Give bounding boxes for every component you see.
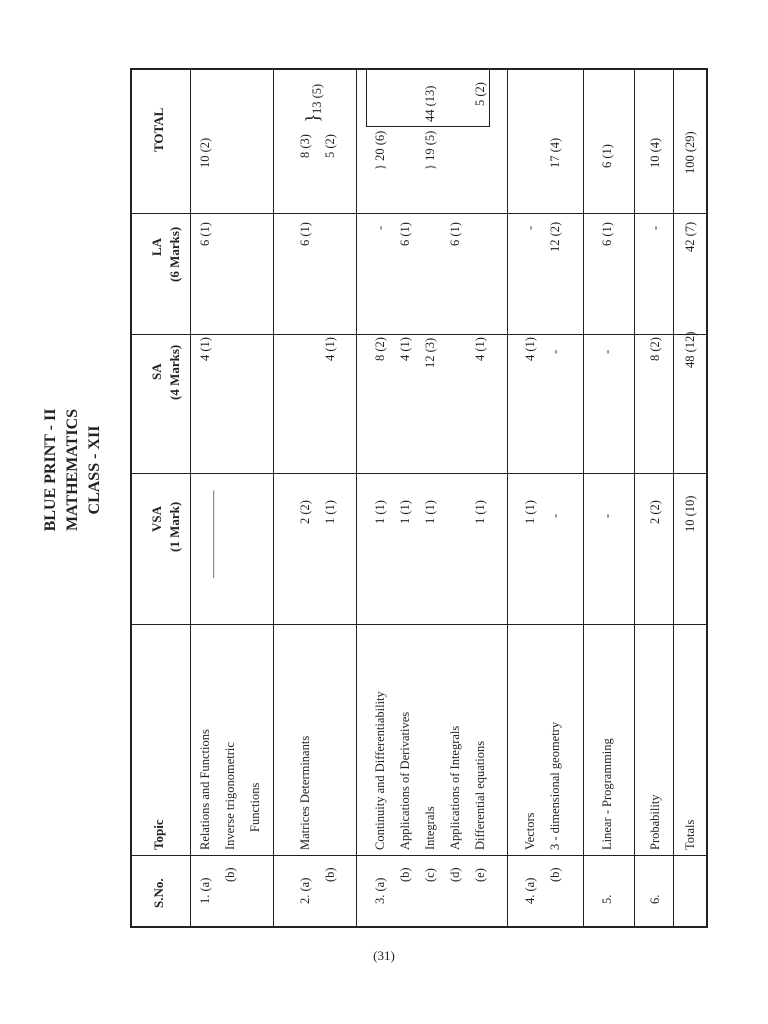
row2-sno-b: (b) (323, 867, 337, 882)
row2-vsa-b: 1 (1) (323, 500, 337, 524)
row1-sno-b: (b) (223, 867, 237, 882)
blueprint-table (130, 68, 708, 928)
header-sno: S.No. (151, 878, 166, 908)
row6-sno: 6. (648, 894, 662, 904)
row3-total-group: 44 (13) (423, 85, 437, 122)
row3-total-bracket-top (366, 70, 367, 127)
col-sep-topic (130, 624, 708, 625)
row3-la-d: 6 (1) (448, 222, 462, 246)
row-sep-2 (273, 68, 274, 928)
row1-total: 10 (2) (198, 137, 212, 168)
row5-sno: 5. (600, 894, 614, 904)
row3-sa-a: 8 (2) (373, 337, 387, 361)
row4-topic-b: 3 - dimensional geometry (548, 721, 562, 850)
row4-la-a: - (523, 225, 537, 230)
row3-vsa-c: 1 (1) (423, 500, 437, 524)
row3-la-b: 6 (1) (398, 222, 412, 246)
row1-topic-b: Inverse trigonometric (223, 742, 237, 850)
row-sep-6 (634, 68, 635, 928)
row5-la: 6 (1) (600, 222, 614, 246)
row4-sa-b: - (548, 349, 562, 354)
row3-la-a: - (373, 225, 387, 230)
row6-la: - (648, 225, 662, 230)
row3-vsa-b: 1 (1) (398, 500, 412, 524)
row4-sno-a: 4. (a) (523, 877, 537, 904)
row3-total-c: 5 (2) (473, 82, 487, 106)
row3-sno-b: (b) (398, 867, 412, 882)
totals-la: 42 (7) (683, 221, 697, 252)
header-la: LA (149, 237, 164, 256)
row1-la: 6 (1) (198, 222, 212, 246)
row3-sno-d: (d) (448, 867, 462, 882)
row1-topic-c: Functions (248, 782, 262, 832)
row3-sa-c: 12 (3) (423, 337, 437, 368)
row3-topic-c: Integrals (423, 806, 437, 850)
row2-la: 6 (1) (298, 222, 312, 246)
row3-sa-b: 4 (1) (398, 337, 412, 361)
title-line-3: CLASS - XII (86, 425, 103, 515)
row5-vsa: - (600, 513, 614, 518)
row1-vsa: ——————— (206, 490, 220, 578)
row2-total-brace: } (302, 113, 324, 123)
col-sep-sa (130, 334, 708, 335)
row4-total: 17 (4) (548, 137, 562, 168)
row4-vsa-a: 1 (1) (523, 500, 537, 524)
col-sep-vsa (130, 473, 708, 474)
row3-topic-e: Differential equations (473, 740, 487, 850)
row5-topic: Linear - Programming (600, 738, 614, 850)
row3-vsa-e: 1 (1) (473, 500, 487, 524)
row-sep-1 (190, 68, 191, 928)
header-total: TOTAL (151, 107, 166, 152)
row-sep-5 (583, 68, 584, 928)
col-sep-sno (130, 855, 708, 856)
row4-la-b: 12 (2) (548, 221, 562, 252)
row4-vsa-b: - (548, 513, 562, 518)
row1-topic-a: Relations and Functions (198, 729, 212, 850)
row2-sa: 4 (1) (323, 337, 337, 361)
row3-sno-e: (e) (473, 868, 487, 882)
row-sep-7 (673, 68, 674, 928)
row6-total: 10 (4) (648, 137, 662, 168)
totals-sa: 48 (12) (683, 331, 697, 368)
row5-sa: - (600, 349, 614, 354)
row3-sa-e: 4 (1) (473, 337, 487, 361)
row1-sno-a: 1. (a) (198, 877, 212, 904)
header-sa: SA (149, 363, 164, 380)
row2-total-b: 5 (2) (323, 134, 337, 158)
header-vsa: VSA (149, 505, 164, 532)
row3-total-bracket-bottom (489, 70, 490, 127)
title-line-2: MATHEMATICS (64, 408, 81, 532)
row6-sa: 8 (2) (648, 337, 662, 361)
row-sep-3 (356, 68, 357, 928)
row4-sa-a: 4 (1) (523, 337, 537, 361)
row3-topic-b: Applications of Derivatives (398, 711, 412, 850)
totals-label: Totals (683, 819, 697, 850)
header-sa-sub: (4 Marks) (167, 344, 182, 400)
totals-total: 100 (29) (683, 131, 697, 174)
row2-total-group: 13 (5) (310, 83, 324, 114)
row3-sno-c: (c) (423, 868, 437, 882)
row3-total-b: } 19 (5) (423, 130, 437, 170)
row3-total-a: } 20 (6) (373, 130, 387, 170)
title-line-1: BLUE PRINT - II (42, 408, 59, 532)
col-sep-la (130, 213, 708, 214)
row2-total-a: 8 (3) (298, 134, 312, 158)
row3-topic-a: Continuity and Differentiability (373, 691, 387, 850)
row3-vsa-a: 1 (1) (373, 500, 387, 524)
row3-sno-a: 3. (a) (373, 877, 387, 904)
row3-topic-d: Applications of Integrals (448, 725, 462, 850)
totals-vsa: 10 (10) (683, 495, 697, 532)
row6-vsa: 2 (2) (648, 500, 662, 524)
page-number: (31) (373, 948, 395, 963)
row-sep-4 (507, 68, 508, 928)
row4-topic-a: Vectors (523, 812, 537, 850)
row3-total-bracket-left (366, 126, 490, 127)
row5-total: 6 (1) (600, 144, 614, 168)
header-vsa-sub: (1 Mark) (167, 501, 182, 552)
row1-sa: 4 (1) (198, 337, 212, 361)
table-border-top (130, 68, 132, 928)
table-border-bottom (706, 68, 708, 928)
row2-vsa-a: 2 (2) (298, 500, 312, 524)
table-border-left (130, 927, 708, 929)
row4-sno-b: (b) (548, 867, 562, 882)
header-la-sub: (6 Marks) (167, 226, 182, 282)
row6-topic: Probability (648, 794, 662, 850)
row2-sno-a: 2. (a) (298, 877, 312, 904)
row2-topic-a: Matrices Determinants (298, 735, 312, 850)
table-border-right (130, 69, 708, 71)
header-topic: Topic (151, 819, 166, 850)
